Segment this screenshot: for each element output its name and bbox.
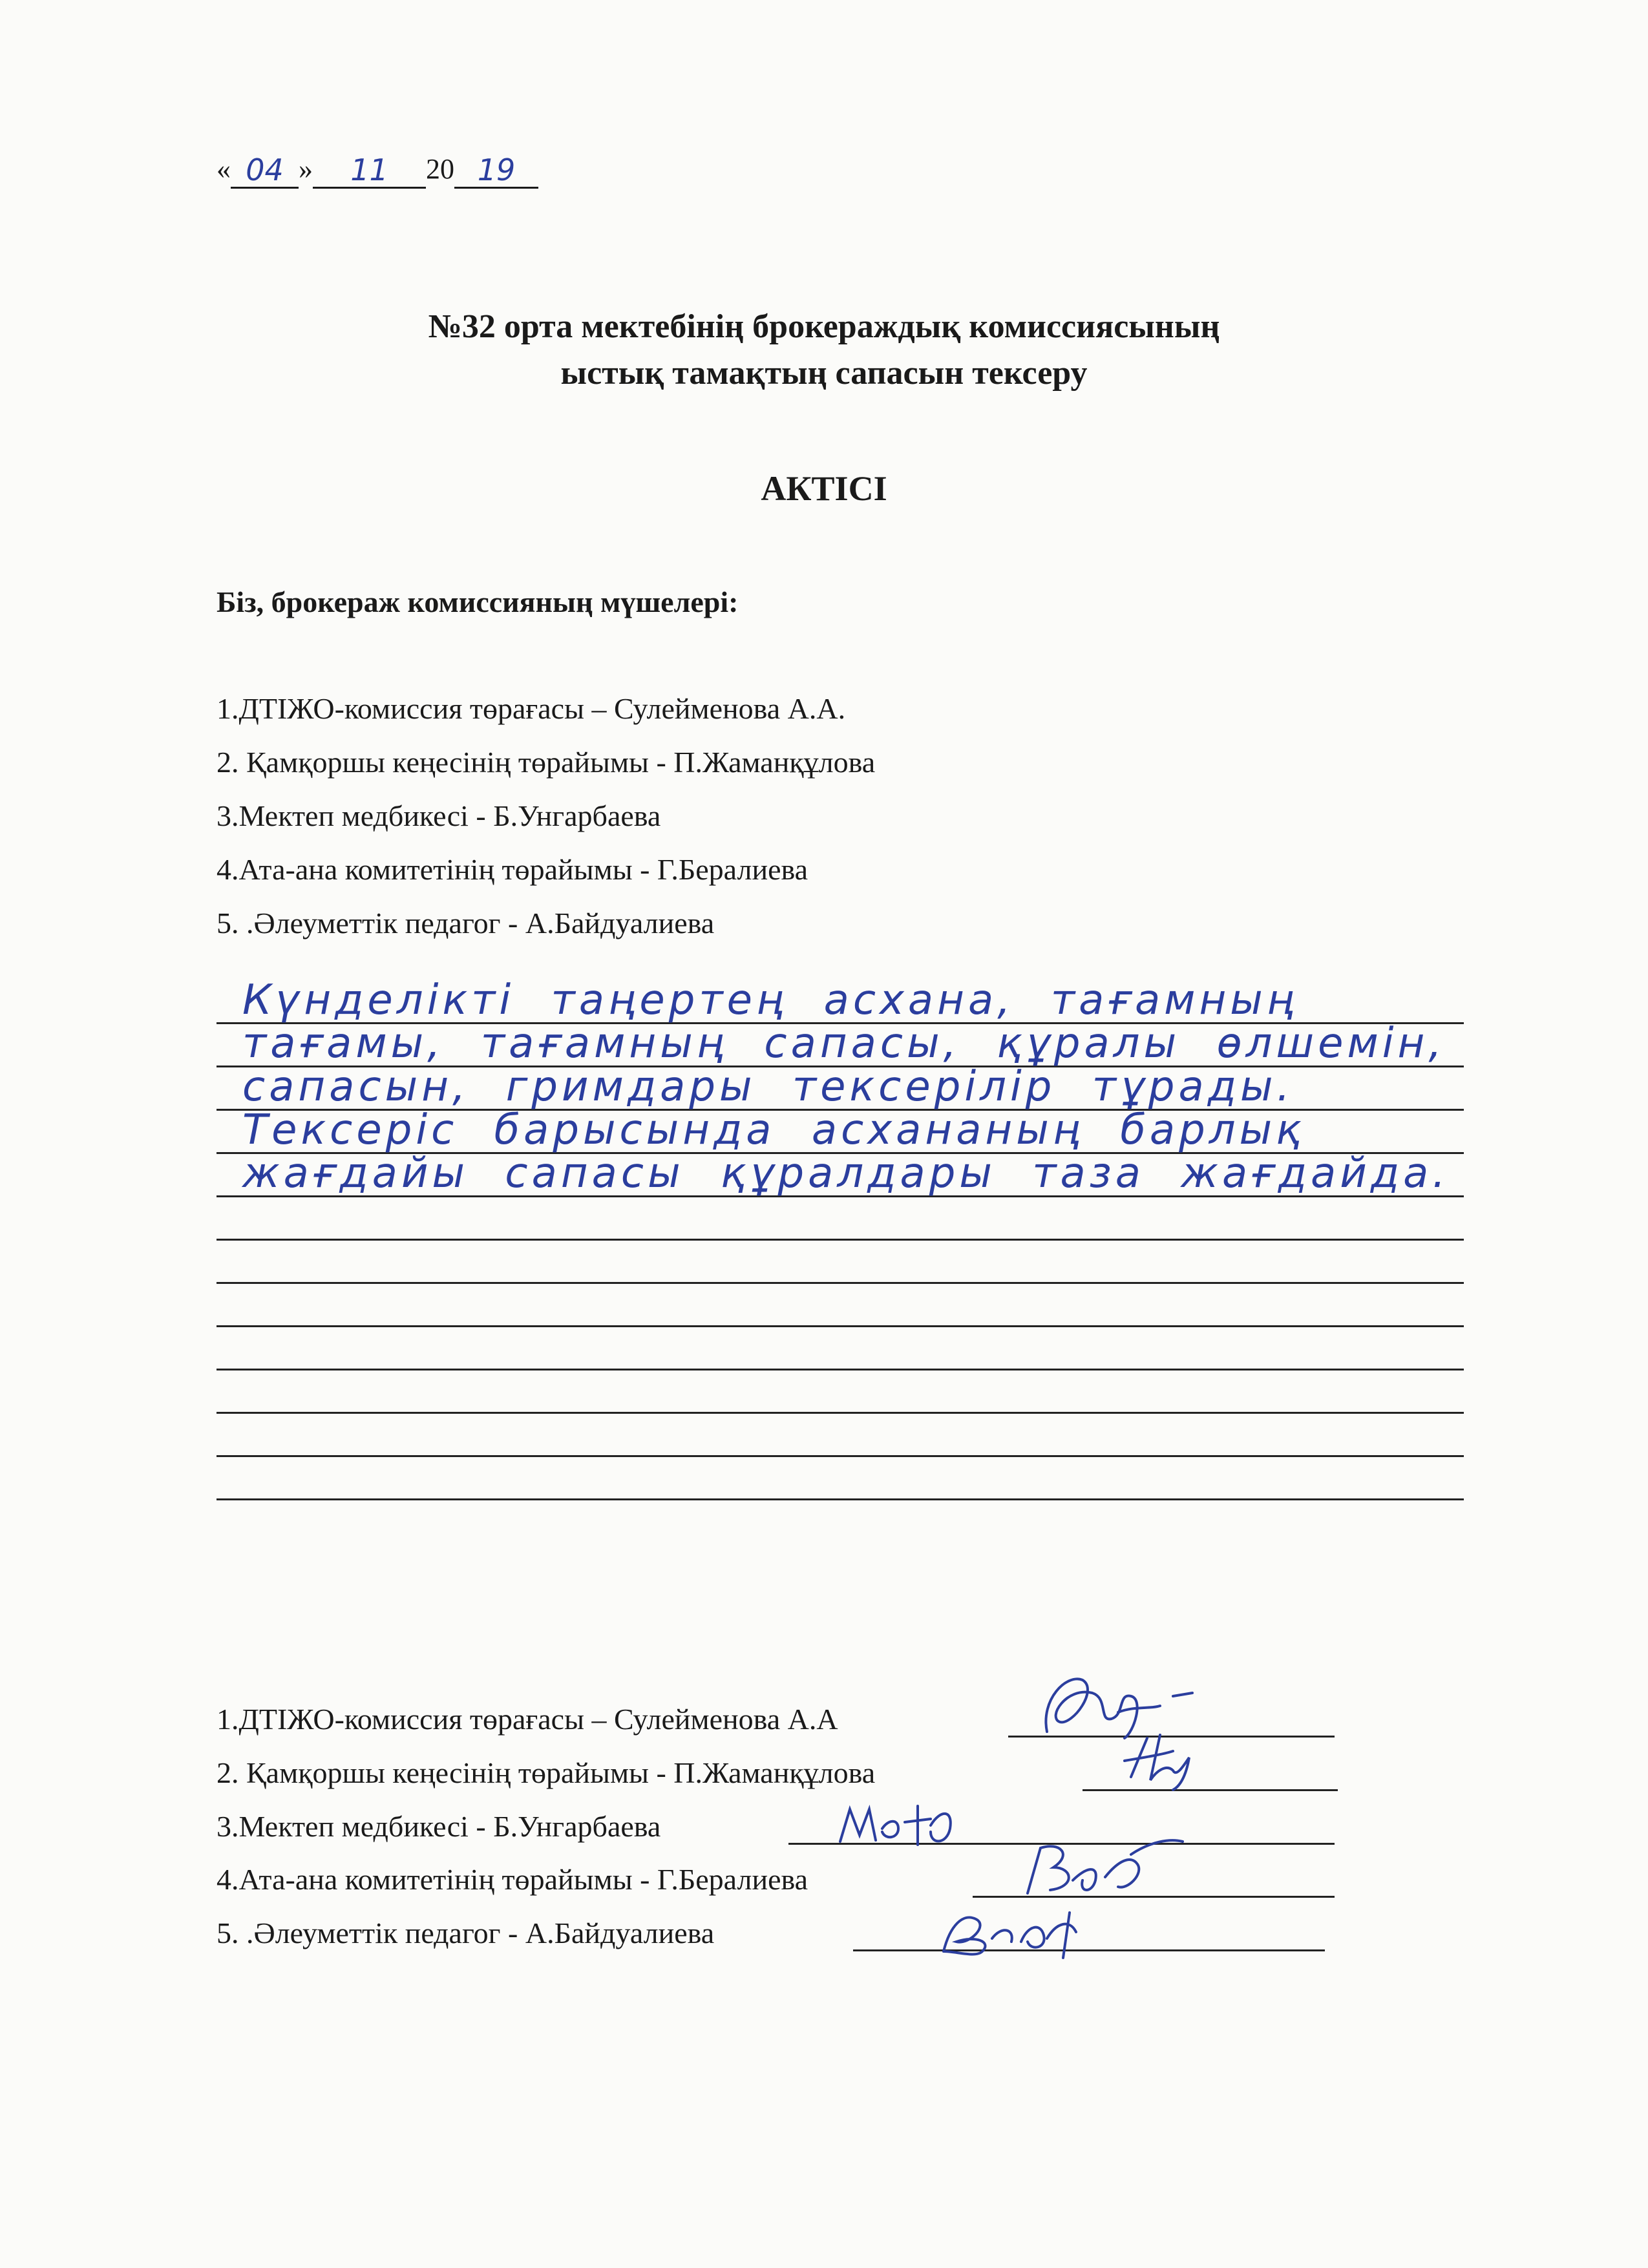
handwritten-note: Күнделікті таңертең асхана, тағамның тағамы, тағамның сапасы, құралы өлшемін, сапасын, гримдары тексерілір тұрады. Тексеріс барысында асхананың барлық жағдайы сапасы құралдары таза жағдайда.: [242, 976, 1450, 1197]
ruled-line: [217, 1282, 1464, 1284]
ruled-line: [217, 1498, 1464, 1500]
ruled-line: [217, 1455, 1464, 1457]
date-month-field: [313, 151, 426, 189]
act-heading: АКТІСІ: [761, 469, 887, 508]
member-1: 1.ДТІЖО-комиссия төрағасы – Сулейменова А.А.: [217, 692, 846, 725]
date-day: 04: [246, 152, 284, 187]
member-2: 2. Қамқоршы кеңесінің төрайымы - П.Жаманқұлова: [217, 746, 876, 779]
ruled-line: [217, 1369, 1464, 1370]
date-open-quote: «: [217, 153, 231, 185]
title-line-1: №32 орта мектебінің брокераждық комиссиясының: [428, 308, 1220, 345]
date-close-quote: »: [299, 153, 313, 185]
signatory-1: 1.ДТІЖО-комиссия төрағасы – Сулейменова А.А: [217, 1703, 838, 1736]
signature-2: [1112, 1725, 1215, 1796]
date-year-suffix: 19: [477, 152, 516, 187]
member-5: 5. .Әлеуметтік педагог - А.Байдуалиева: [217, 907, 715, 940]
signatory-2: 2. Қамқоршы кеңесінің төрайымы - П.Жаманқұлова: [217, 1756, 876, 1789]
date-line: [217, 150, 538, 189]
intro-text: Біз, брокераж комиссияның мүшелері:: [217, 585, 739, 618]
ruled-line: [217, 1412, 1464, 1414]
signature-3: [834, 1783, 963, 1854]
title-line-2: ыстық тамақтың сапасын тексеру: [560, 355, 1088, 392]
date-year-field: [454, 151, 538, 189]
ruled-line: [217, 1239, 1464, 1241]
date-day-field: [231, 151, 299, 189]
member-3: 3.Мектеп медбикесі - Б.Унгарбаева: [217, 799, 661, 832]
signatory-4: 4.Ата-ана комитетінің төрайымы - Г.Бералиева: [217, 1863, 808, 1896]
document-title: [0, 304, 1648, 397]
date-month: 11: [350, 152, 388, 187]
signature-5: [931, 1887, 1099, 1964]
signatory-3: 3.Мектеп медбикесі - Б.Унгарбаева: [217, 1810, 661, 1843]
ruled-line: [217, 1325, 1464, 1327]
date-year-prefix: 20: [426, 153, 454, 185]
member-4: 4.Ата-ана комитетінің төрайымы - Г.Бералиева: [217, 853, 808, 886]
signatory-5: 5. .Әлеуметтік педагог - А.Байдуалиева: [217, 1916, 715, 1949]
